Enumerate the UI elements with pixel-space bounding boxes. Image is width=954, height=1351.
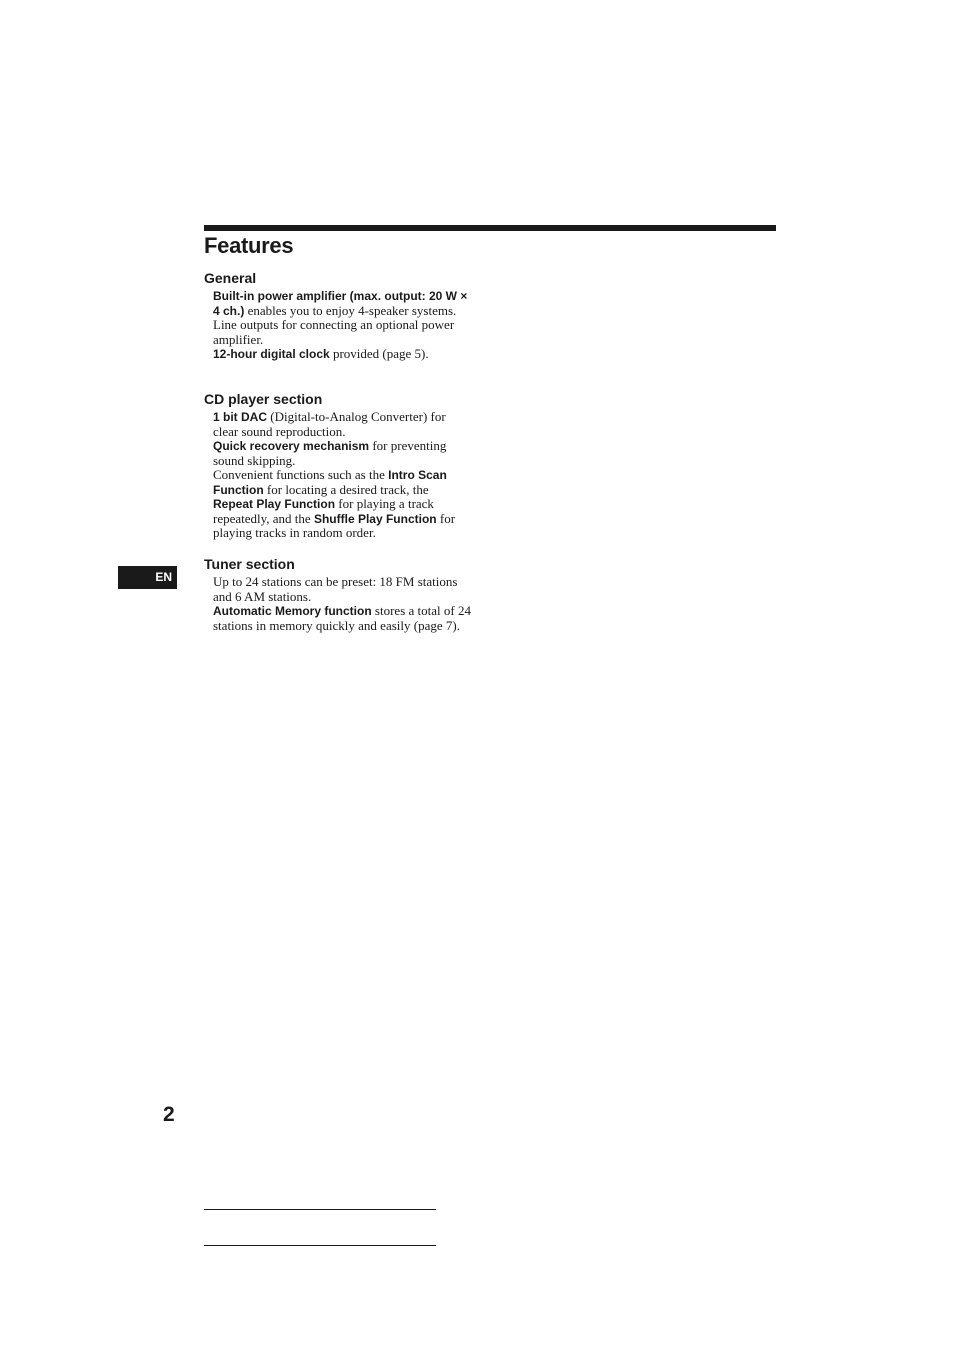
cd-paragraph-2: Quick recovery mechanism for preventing sound skipping. — [213, 438, 447, 468]
section-heading-cd-player: CD player section — [204, 391, 323, 407]
cd-paragraph-3: Convenient functions such as the Intro Scan Function for locating a desired track, the Repeat Play Function for playing a track repeatedly, and the Shuffle Play Function for playing tracks in random order. — [213, 467, 456, 540]
page-title: Features — [204, 233, 294, 258]
language-tab: EN — [118, 566, 177, 589]
tuner-paragraph-2: Automatic Memory function stores a total of 24 stations in memory quickly and easily (page 7). — [213, 603, 471, 633]
section-heading-general: General — [204, 270, 257, 286]
footer-rule-2 — [204, 1245, 436, 1246]
section-body-tuner — [213, 575, 471, 633]
section-tuner — [204, 555, 474, 633]
general-paragraph-2: Line outputs for connecting an optional power amplifier. — [213, 317, 455, 347]
section-body-general — [213, 289, 471, 362]
section-heading-tuner: Tuner section — [204, 556, 295, 572]
section-cd-player — [204, 390, 474, 541]
page-number: 2 — [163, 1103, 175, 1126]
tuner-paragraph-1: Up to 24 stations can be preset: 18 FM stations and 6 AM stations. — [213, 574, 458, 604]
section-general — [204, 269, 474, 362]
cd-paragraph-1: 1 bit DAC (Digital-to-Analog Converter) for clear sound reproduction. — [213, 409, 446, 439]
footer-rule-1 — [204, 1209, 436, 1210]
title-rule — [204, 225, 776, 231]
section-body-cd-player — [213, 410, 471, 541]
general-paragraph-1: Built-in power amplifier (max. output: 20 W × 4 ch.) enables you to enjoy 4-speaker systems. — [213, 289, 468, 318]
general-paragraph-3: 12-hour digital clock provided (page 5). — [213, 346, 429, 361]
